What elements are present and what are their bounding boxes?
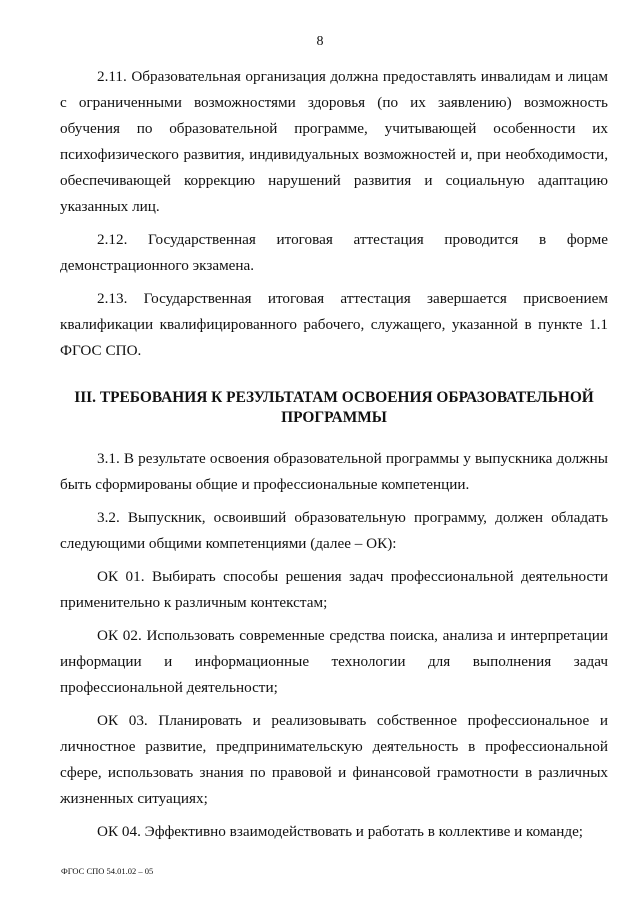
competence-ok-04: ОК 04. Эффективно взаимодействовать и работать в коллективе и команде;	[97, 823, 584, 840]
paragraph-3-1: 3.1. В результате освоения образовательной программы у выпускника должны быть сформированы общие и профессиональные компетенции.	[60, 450, 608, 493]
section-heading: III. ТРЕБОВАНИЯ К РЕЗУЛЬТАТАМ ОСВОЕНИЯ ОБРАЗОВАТЕЛЬНОЙ ПРОГРАММЫ	[74, 389, 594, 426]
paragraph-3-2: 3.2. Выпускник, освоивший образовательную программу, должен обладать следующими общими компетенциями (далее – ОК):	[60, 509, 608, 552]
document-footer: ФГОС СПО 54.01.02 – 05	[61, 866, 154, 876]
paragraph-2-13: 2.13. Государственная итоговая аттестация завершается присвоением квалификации квалифицированного рабочего, служащего, указанной в пункте 1.1 ФГОС СПО.	[60, 290, 608, 359]
page-number: 8	[316, 34, 324, 49]
competence-ok-03: ОК 03. Планировать и реализовывать собственное профессиональное и личностное развитие, предпринимательскую деятельность в профессиональной сфере, использовать знания по правовой и финансовой грамотности в различных жизненных ситуациях;	[60, 712, 608, 807]
paragraph-2-12: 2.12. Государственная итоговая аттестация проводится в форме демонстрационного экзамена.	[60, 231, 608, 274]
paragraph-2-11: 2.11. Образовательная организация должна предоставлять инвалидам и лицам с ограниченными возможностями здоровья (по их заявлению) возможность обучения по образовательной программе, учитывающей особенности их психофизического развития, индивидуальных возможностей и, при необходимости, обеспечивающей коррекцию нарушений развития и социальную адаптацию указанных лиц.	[60, 68, 608, 215]
competence-ok-01: ОК 01. Выбирать способы решения задач профессиональной деятельности применительно к различным контекстам;	[60, 568, 608, 611]
page-content	[60, 64, 608, 845]
competence-ok-02: ОК 02. Использовать современные средства поиска, анализа и интерпретации информации и информационные технологии для выполнения задач профессиональной деятельности;	[60, 627, 608, 696]
